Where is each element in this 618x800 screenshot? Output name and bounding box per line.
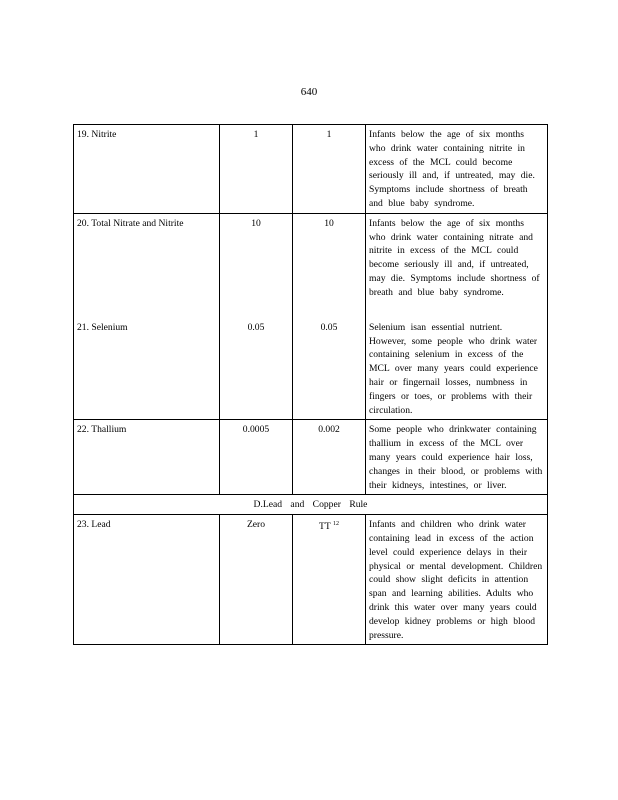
page-number: 640 [300, 86, 318, 98]
merged-cell-names [74, 213, 220, 420]
health-effects: Infants below the age of six months who drink water containing nitrate and nitrite in excess of the MCL could become seriously ill and, if untreated, may die. Symptoms include shortness of breath and blue baby syndrome. [369, 217, 540, 298]
section-heading: D.Lead and Copper Rule [74, 495, 548, 515]
contaminant-name: 20. Total Nitrate and Nitrite [77, 217, 184, 229]
mcl-value: 0.05 [247, 321, 265, 333]
table-row [74, 515, 548, 645]
footnote-marker: 12 [332, 521, 339, 528]
contaminant-table [73, 124, 548, 645]
contaminant-name: 19. Nitrite [74, 125, 220, 214]
contaminant-name: 23. Lead [74, 515, 220, 645]
mcl-value: Zero [220, 515, 293, 645]
mcl-value: 10 [251, 217, 261, 229]
contaminant-name: 21. Selenium [77, 321, 128, 333]
merged-cell-effects [366, 213, 548, 420]
section-row [74, 495, 548, 515]
mclg-value: 10 [324, 217, 334, 229]
table-row [74, 213, 548, 420]
mcl-value: 0.0005 [220, 420, 293, 495]
mclg-value: 0.002 [293, 420, 366, 495]
mclg-value: 1 [293, 125, 366, 214]
health-effects: Infants below the age of six months who drink water containing nitrite in excess of the MCL could become seriously ill and, if untreated, may die. Symptoms include shortness of breath and blue baby syndrome. [366, 125, 548, 214]
mclg-value: 0.05 [320, 321, 338, 333]
merged-cell-mcl [220, 213, 293, 420]
mclg-value: TT [319, 521, 331, 533]
table-row [74, 420, 548, 495]
health-effects: Selenium isan essential nutrient. However, some people who drink water containing selenium in excess of the MCL over many years could experience hair or fingernail losses, numbness in fingers or toes, or problems with their circulation. [369, 321, 538, 416]
merged-cell-mclg [293, 213, 366, 420]
mclg-cell [293, 515, 366, 645]
contaminant-name: 22. Thallium [74, 420, 220, 495]
health-effects: Infants and children who drink water containing lead in excess of the action level could experience delays in their physical or mental development. Children could show slight deficits in attention span and learning abilities. Adults who drink this water over many years could develop kidney problems or high blood pressure. [366, 515, 548, 645]
mcl-value: 1 [220, 125, 293, 214]
table-row [74, 125, 548, 214]
health-effects: Some people who drinkwater containing thallium in excess of the MCL over many years could experience hair loss, changes in their blood, or problems with their kidneys, intestines, or liver. [366, 420, 548, 495]
